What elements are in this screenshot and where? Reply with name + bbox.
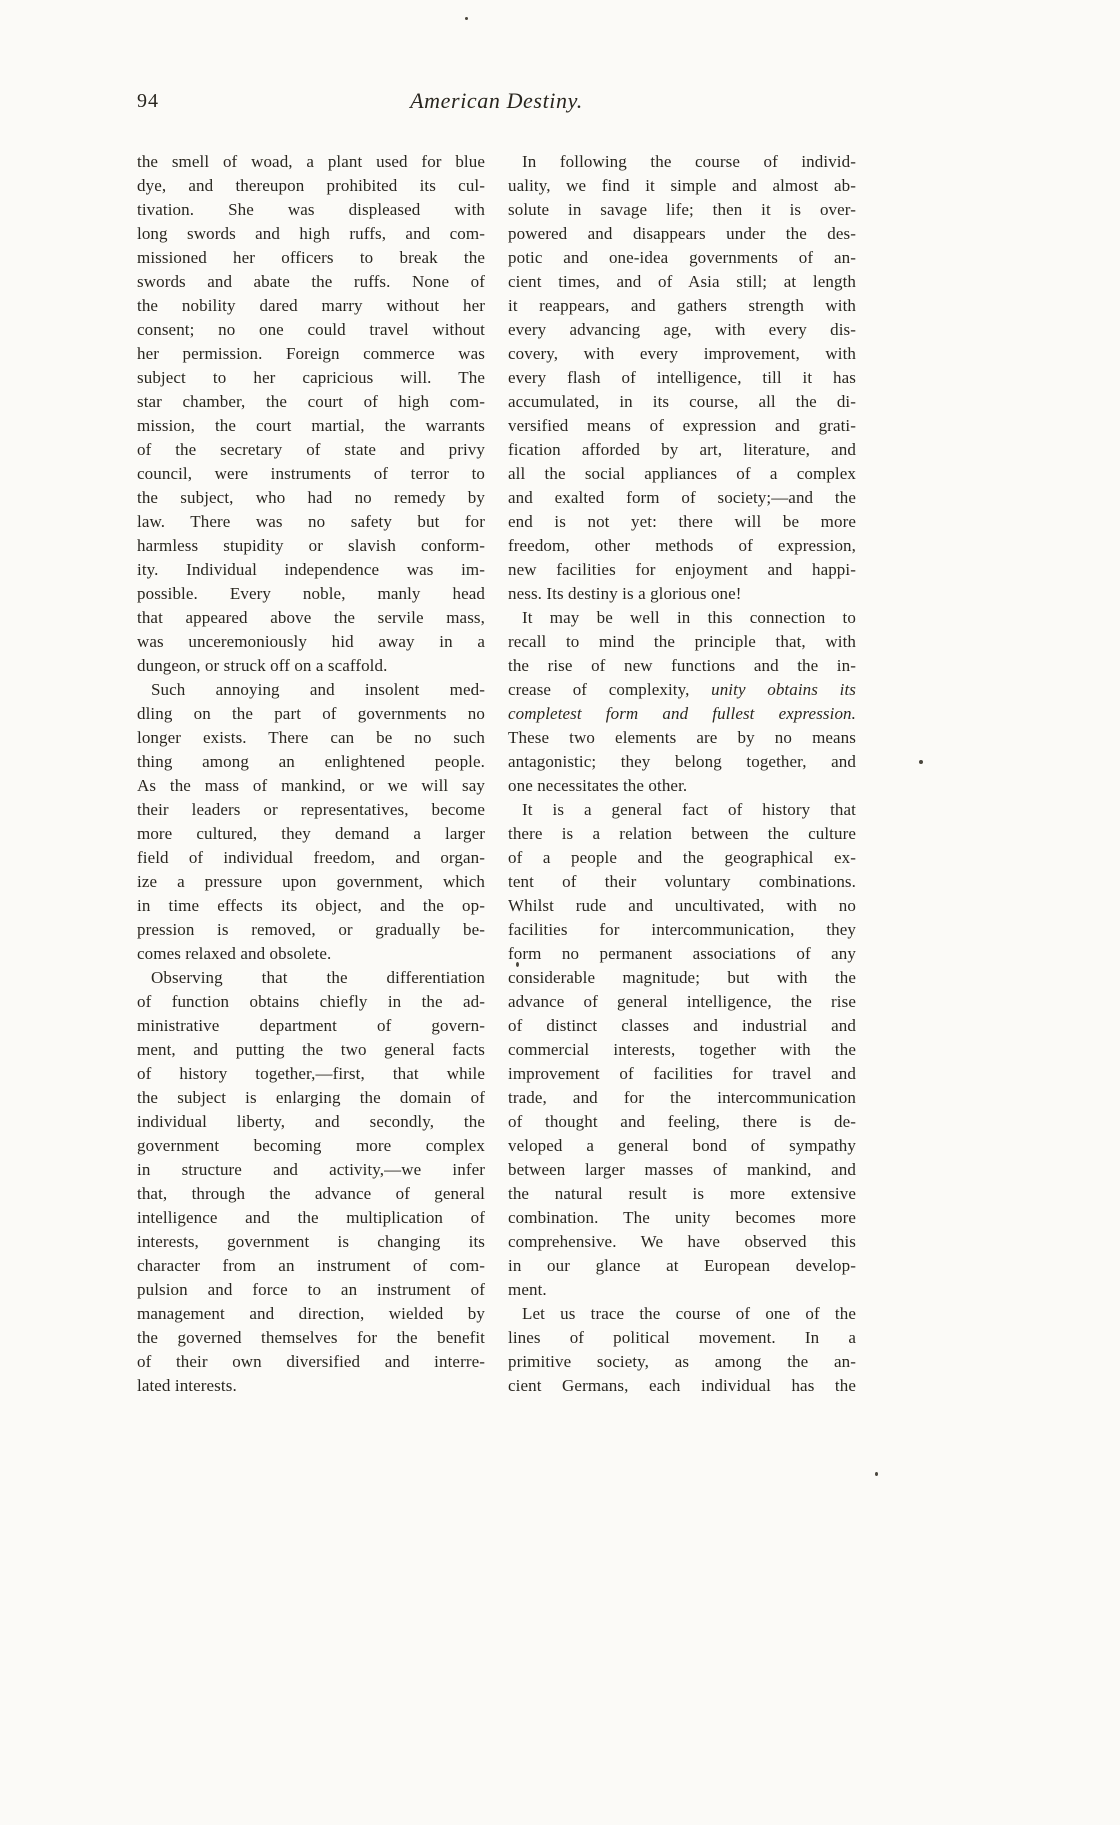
- text-line: there is a relation between the culture: [508, 824, 856, 843]
- text-line: comprehensive. We have observed this: [508, 1232, 856, 1251]
- text-line: mission, the court martial, the warrants: [137, 416, 485, 435]
- text-line: powered and disappears under the des-: [508, 224, 856, 243]
- text-line: end is not yet: there will be more: [508, 512, 856, 531]
- text-line: freedom, other methods of expression,: [508, 536, 856, 555]
- page-body: [137, 150, 856, 1398]
- text-line: combination. The unity becomes more: [508, 1208, 856, 1227]
- scan-speck: [919, 760, 923, 764]
- text-line: of a people and the geographical ex-: [508, 848, 856, 867]
- text-line: crease of complexity, unity obtains its: [508, 680, 856, 699]
- text-line: lated interests.: [137, 1376, 237, 1395]
- text-line: ize a pressure upon government, which: [137, 872, 485, 891]
- text-line: thing among an enlightened people.: [137, 752, 485, 771]
- text-line: longer exists. There can be no such: [137, 728, 485, 747]
- text-line: accumulated, in its course, all the di-: [508, 392, 856, 411]
- text-line: in time effects its object, and the op-: [137, 896, 485, 915]
- text-line: of distinct classes and industrial and: [508, 1016, 856, 1035]
- text-line: of the secretary of state and privy: [137, 440, 485, 459]
- text-line: form no permanent associations of any: [508, 944, 856, 963]
- text-line: advance of general intelligence, the rise: [508, 992, 856, 1011]
- text-line: intelligence and the multiplication of: [137, 1208, 485, 1227]
- text-line: new facilities for enjoyment and happi-: [508, 560, 856, 579]
- text-line: antagonistic; they belong together, and: [508, 752, 856, 771]
- text-line: dungeon, or struck off on a scaffold.: [137, 656, 388, 675]
- text-line: the smell of woad, a plant used for blue: [137, 152, 485, 171]
- text-line: veloped a general bond of sympathy: [508, 1136, 856, 1155]
- scan-speck: [875, 1472, 878, 1476]
- text-line: ment, and putting the two general facts: [137, 1040, 485, 1059]
- text-line: and exalted form of society;—and the: [508, 488, 856, 507]
- text-line: potic and one-idea governments of an-: [508, 248, 856, 267]
- text-line: character from an instrument of com-: [137, 1256, 485, 1275]
- text-line: As the mass of mankind, or we will say: [137, 776, 485, 795]
- text-line: the subject, who had no remedy by: [137, 488, 485, 507]
- text-line: of thought and feeling, there is de-: [508, 1112, 856, 1131]
- text-line: it reappears, and gathers strength with: [508, 296, 856, 315]
- text-line: star chamber, the court of high com-: [137, 392, 485, 411]
- page-header: [137, 88, 856, 124]
- text-line: ministrative department of govern-: [137, 1016, 485, 1035]
- text-line: in our glance at European develop-: [508, 1256, 856, 1275]
- text-line: council, were instruments of terror to: [137, 464, 485, 483]
- text-line: facilities for intercommunication, they: [508, 920, 856, 939]
- text-line: cient times, and of Asia still; at length: [508, 272, 856, 291]
- text-line: in structure and activity,—we infer: [137, 1160, 485, 1179]
- text-line: uality, we find it simple and almost ab-: [508, 176, 856, 195]
- text-line: solute in savage life; then it is over-: [508, 200, 856, 219]
- text-line: comes relaxed and obsolete.: [137, 944, 332, 963]
- text-line: the nobility dared marry without her: [137, 296, 485, 315]
- text-line: ness. Its destiny is a glorious one!: [508, 584, 742, 603]
- text-line: tivation. She was displeased with: [137, 200, 485, 219]
- text-line: one necessitates the other.: [508, 776, 688, 795]
- text-column-left: [137, 150, 485, 1398]
- text-line: of their own diversified and interre-: [137, 1352, 485, 1371]
- text-line: It may be well in this connection to: [522, 608, 856, 627]
- text-line: all the social appliances of a complex: [508, 464, 856, 483]
- text-line: government becoming more complex: [137, 1136, 485, 1155]
- text-line: dling on the part of governments no: [137, 704, 485, 723]
- text-column-right: [508, 150, 856, 1398]
- text-line: versified means of expression and grati-: [508, 416, 856, 435]
- text-line: recall to mind the principle that, with: [508, 632, 856, 651]
- text-line: Let us trace the course of one of the: [522, 1304, 856, 1323]
- text-line: possible. Every noble, manly head: [137, 584, 485, 603]
- page-number: 94: [137, 90, 159, 112]
- text-line: the subject is enlarging the domain of: [137, 1088, 485, 1107]
- text-line: considerable magnitude; but with the: [508, 968, 856, 987]
- running-title: American Destiny.: [410, 88, 583, 113]
- scan-speck: [465, 17, 468, 20]
- text-line: management and direction, wielded by: [137, 1304, 485, 1323]
- text-line: between larger masses of mankind, and: [508, 1160, 856, 1179]
- text-line: ity. Individual independence was im-: [137, 560, 485, 579]
- text-line: swords and abate the ruffs. None of: [137, 272, 485, 291]
- text-line: In following the course of individ-: [522, 152, 856, 171]
- text-line: Whilst rude and uncultivated, with no: [508, 896, 856, 915]
- text-line: cient Germans, each individual has the: [508, 1376, 856, 1395]
- text-line: was unceremoniously hid away in a: [137, 632, 485, 651]
- text-line: interests, government is changing its: [137, 1232, 485, 1251]
- text-line: completest form and fullest expression.: [508, 704, 856, 723]
- text-line: commercial interests, together with the: [508, 1040, 856, 1059]
- text-line: the rise of new functions and the in-: [508, 656, 856, 675]
- text-line: It is a general fact of history that: [522, 800, 856, 819]
- text-line: of function obtains chiefly in the ad-: [137, 992, 485, 1011]
- text-line: law. There was no safety but for: [137, 512, 485, 531]
- text-line: missioned her officers to break the: [137, 248, 485, 267]
- text-line: pression is removed, or gradually be-: [137, 920, 485, 939]
- text-line: covery, with every improvement, with: [508, 344, 856, 363]
- text-line: more cultured, they demand a larger: [137, 824, 485, 843]
- text-line: These two elements are by no means: [508, 728, 856, 747]
- text-line: ment.: [508, 1280, 547, 1299]
- text-line: field of individual freedom, and organ-: [137, 848, 485, 867]
- text-line: harmless stupidity or slavish conform-: [137, 536, 485, 555]
- text-line: fication afforded by art, literature, and: [508, 440, 856, 459]
- page-content: [137, 88, 856, 1398]
- text-line: tent of their voluntary combinations.: [508, 872, 856, 891]
- text-line: that, through the advance of general: [137, 1184, 485, 1203]
- text-line: every flash of intelligence, till it has: [508, 368, 856, 387]
- text-line: individual liberty, and secondly, the: [137, 1112, 485, 1131]
- text-line: the governed themselves for the benefit: [137, 1328, 485, 1347]
- text-line: her permission. Foreign commerce was: [137, 344, 485, 363]
- text-line: Observing that the differentiation: [151, 968, 485, 987]
- text-line: Such annoying and insolent med-: [151, 680, 485, 699]
- text-line: every advancing age, with every dis-: [508, 320, 856, 339]
- text-line: long swords and high ruffs, and com-: [137, 224, 485, 243]
- text-line: subject to her capricious will. The: [137, 368, 485, 387]
- text-line: their leaders or representatives, become: [137, 800, 485, 819]
- text-line: of history together,—first, that while: [137, 1064, 485, 1083]
- text-line: improvement of facilities for travel and: [508, 1064, 856, 1083]
- text-line: pulsion and force to an instrument of: [137, 1280, 485, 1299]
- text-line: that appeared above the servile mass,: [137, 608, 485, 627]
- text-line: the natural result is more extensive: [508, 1184, 856, 1203]
- text-line: trade, and for the intercommunication: [508, 1088, 856, 1107]
- text-line: consent; no one could travel without: [137, 320, 485, 339]
- text-line: dye, and thereupon prohibited its cul-: [137, 176, 485, 195]
- text-line: primitive society, as among the an-: [508, 1352, 856, 1371]
- text-line: lines of political movement. In a: [508, 1328, 856, 1347]
